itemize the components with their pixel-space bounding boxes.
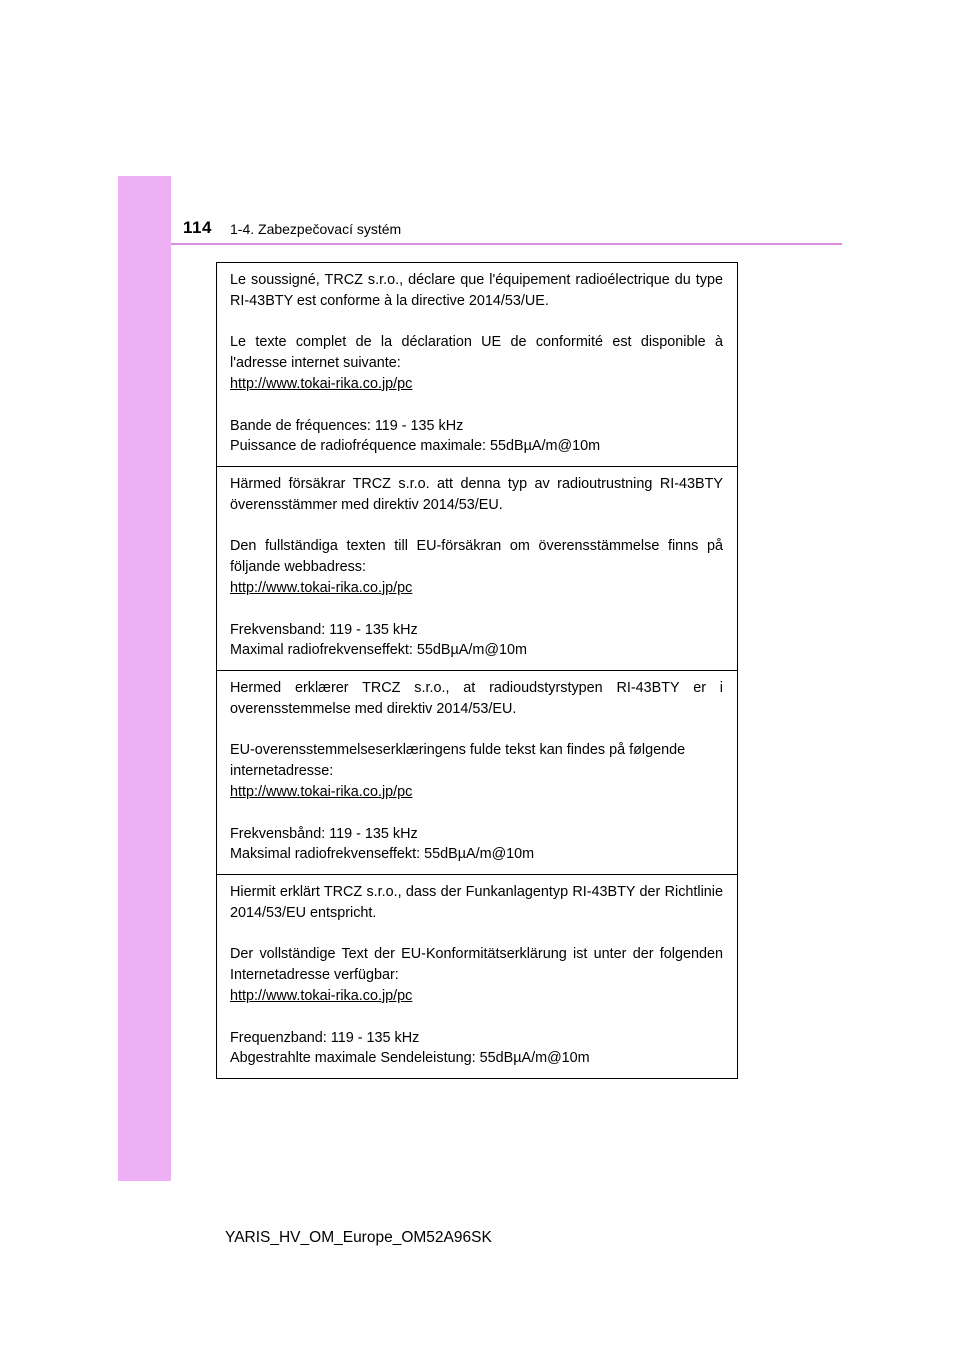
max-power: Maximal radiofrekvenseffekt: 55dBµA/m@10m	[230, 642, 527, 659]
declaration-box	[216, 262, 738, 1079]
declaration-text: Hiermit erklärt TRCZ s.r.o., dass der Funkanlagentyp RI-43BTY der Richtlinie 2014/53/EU entspricht.	[230, 884, 723, 921]
declaration-block-de	[217, 875, 737, 1078]
frequency-band: Frekvensband: 119 - 135 kHz	[230, 621, 418, 638]
section-title: 1-4. Zabezpečovací systém	[230, 221, 402, 237]
availability-text: Der vollständige Text der EU-Konformitätserklärung ist unter der folgenden Internetadresse verfügbar:	[230, 946, 723, 984]
declaration-block-sv	[217, 467, 737, 671]
availability-text: EU-overensstemmelseserklæringens fulde tekst kan findes på følgende internetadresse:	[230, 742, 686, 780]
declaration-link[interactable]: http://www.tokai-rika.co.jp/pc	[230, 783, 413, 800]
frequency-band: Frekvensbånd: 119 - 135 kHz	[230, 825, 418, 842]
max-power: Maksimal radiofrekvenseffekt: 55dBµA/m@10m	[230, 846, 535, 863]
declaration-link[interactable]: http://www.tokai-rika.co.jp/pc	[230, 987, 413, 1004]
availability-text: Le texte complet de la déclaration UE de conformité est disponible à l'adresse internet suivante:	[230, 334, 723, 372]
availability-text: Den fullständiga texten till EU-försäkran om överensstämmelse finns på följande webbadress:	[230, 538, 723, 576]
declaration-link[interactable]: http://www.tokai-rika.co.jp/pc	[230, 375, 413, 392]
declaration-link[interactable]: http://www.tokai-rika.co.jp/pc	[230, 579, 413, 596]
frequency-band: Frequenzband: 119 - 135 kHz	[230, 1029, 420, 1046]
declaration-text: Hermed erklærer TRCZ s.r.o., at radioudstyrstypen RI-43BTY er i overensstemmelse med direktiv 2014/53/EU.	[230, 680, 723, 717]
declaration-text: Härmed försäkrar TRCZ s.r.o. att denna typ av radioutrustning RI-43BTY överensstämmer med direktiv 2014/53/EU.	[230, 476, 723, 513]
declaration-text: Le soussigné, TRCZ s.r.o., déclare que l'équipement radioélectrique du type RI-43BTY est conforme à la directive 2014/53/UE.	[230, 272, 723, 309]
side-tab-bar	[118, 176, 171, 1181]
frequency-band: Bande de fréquences: 119 - 135 kHz	[230, 417, 464, 434]
page-number: 114	[183, 218, 212, 237]
max-power: Abgestrahlte maximale Sendeleistung: 55dBµA/m@10m	[230, 1050, 590, 1067]
header-rule	[171, 243, 842, 245]
document-code: YARIS_HV_OM_Europe_OM52A96SK	[225, 1229, 492, 1246]
max-power: Puissance de radiofréquence maximale: 55dBµA/m@10m	[230, 438, 601, 455]
declaration-block-da	[217, 671, 737, 875]
declaration-block-fr	[217, 263, 737, 467]
